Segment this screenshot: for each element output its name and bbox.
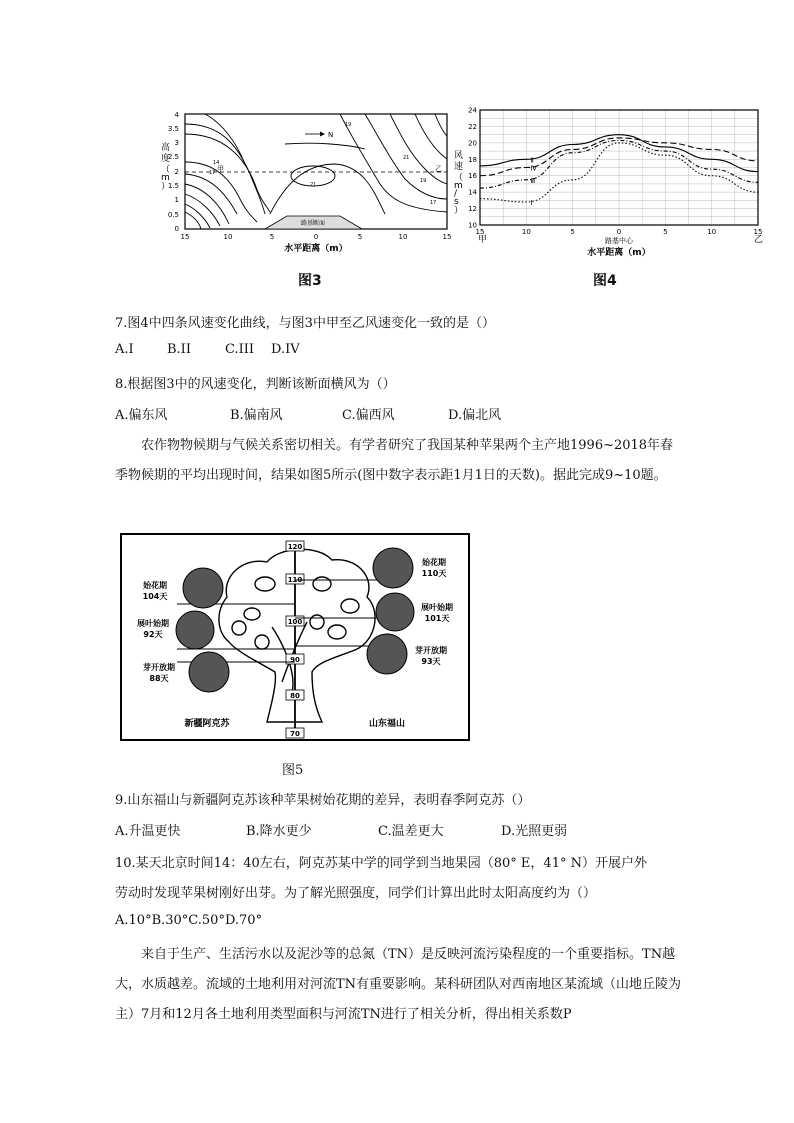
right-stage-days: 101天 [424,614,450,623]
fig4-xlabel: 水平距离（m） [587,248,651,258]
question-10-line1: 10.某天北京时间14：40左右，阿克苏某中学的同学到当地果园（80° E，41° N）开展户外 [115,856,647,871]
fig3-xtick: 15 [442,233,452,241]
fig3-ytick: 2.5 [167,153,179,161]
fig3-xtick: 5 [269,233,275,241]
fig4-ytick: 24 [468,106,477,115]
svg-text:70: 70 [290,730,300,738]
fig3-ytick: 4 [174,111,179,119]
q7-option-b[interactable]: B.II [167,342,191,357]
fig4-series-label: Ⅰ [530,199,533,207]
fig5-axis-tick-120 [286,541,304,551]
fig4-ylabel [454,150,463,216]
q7-option-c[interactable]: C.III [225,342,255,357]
fig4-xtick: 10 [521,228,531,236]
svg-text:110: 110 [287,576,303,584]
svg-text:120: 120 [287,543,303,551]
right-stage-name: 芽开放期 [415,646,447,655]
fig4-center-label: 路基中心 [605,237,633,245]
fig3-contour-label: 14 [213,160,220,166]
fig3-ytick: 0.5 [167,211,179,219]
fig3-ytick: 0 [174,225,179,233]
fig3-contour-label: 21 [403,155,410,161]
fig3-ytick: 1.5 [167,182,179,190]
fig3-embankment-label: 路基断面 [300,220,326,227]
leafing-photo-icon [376,593,414,631]
svg-text:）: ） [161,182,171,192]
q8-option-c[interactable]: C.偏西风 [342,408,395,423]
question-10-line2: 劳动时发现苹果树刚好出芽。为了解光照强度，同学们计算出此时太阳高度约为（） [115,886,597,901]
svg-text:风: 风 [454,151,464,161]
fig4-xtick: 15 [753,228,763,236]
fig4-label-yi: 乙 [754,235,764,245]
question-8-stem: 8.根据图3中的风速变化，判断该断面横风为（） [115,377,396,392]
svg-text:90: 90 [290,656,300,664]
fig3-xtick: 0 [313,233,319,241]
fig4-xtick: 5 [663,228,668,236]
budding-photo-icon [367,634,407,674]
fig3-xlabel: 水平距离（m） [284,244,348,254]
figure-5 [117,532,473,742]
fig3-contour-label: 21 [310,182,317,188]
budding-photo-icon [189,652,229,692]
left-stage-days: 92天 [143,630,163,639]
left-stage-name: 始花期 [143,581,167,590]
figure-5-caption: 图5 [282,763,304,778]
fig5-axis-tick-70 [286,728,304,738]
fig3-ytick: 1 [174,196,179,204]
q8-option-b[interactable]: B.偏南风 [230,408,283,423]
svg-text:度: 度 [161,154,171,164]
fig3-contour-label: 17 [209,170,216,176]
fig3-contour-label: 19 [420,178,427,184]
fig4-ytick: 14 [468,188,477,197]
passage-phenology: 农作物物候期与气候关系密切相关。有学者研究了我国某种苹果两个主产地1996~2018年春季物候期的平均出现时间，结果如图5所示(图中数字表示距1月1日的天数)。据此完成9~10题。 [115,438,674,483]
question-9-stem: 9.山东福山与新疆阿克苏该种苹果树始花期的差异，表明春季阿克苏（） [115,793,531,808]
svg-text:m: m [161,173,170,183]
fig3-ytick: 3.5 [167,125,179,133]
fig3-xtick: 5 [357,233,363,241]
fig3-north-label: N [328,131,334,139]
region-label-aksu: 新疆阿克苏 [184,719,230,729]
fig4-series-label: Ⅳ [530,164,537,173]
q7-option-d[interactable]: D.IV [271,342,300,357]
flowering-photo-icon [183,568,223,608]
fig4-ytick: 22 [468,122,477,131]
svg-text:高: 高 [161,143,171,153]
question-9-options [115,820,715,838]
question-8-options [115,404,715,422]
right-stage-days: 93天 [421,657,441,666]
svg-text:100: 100 [287,618,303,626]
fig4-ytick: 18 [468,155,477,164]
fig5-axis-tick-110 [286,574,304,584]
fig4-series-label: Ⅱ [530,156,534,165]
fig3-xtick: 15 [180,233,190,241]
fig3-ytick: 2 [174,168,179,176]
fig4-gridlines [480,110,758,225]
right-stage-name: 始花期 [422,558,446,567]
fig4-ytick: 10 [468,221,477,230]
left-stage-days: 104天 [142,592,168,601]
flowering-photo-icon [373,548,413,588]
fig4-ytick: 12 [468,205,477,214]
left-stage-name: 芽开放期 [143,663,175,672]
fig3-label-jia: 甲 [217,165,224,173]
fig3-xtick: 10 [223,233,233,241]
question-7-options [115,342,715,360]
figure-3-caption: 图3 [298,273,322,289]
q9-option-a[interactable]: A.升温更快 [115,824,181,839]
figure-3-frame [185,114,447,229]
fig4-xtick: 15 [475,228,485,236]
question-10-options[interactable]: A.10°B.30°C.50°D.70° [115,913,263,928]
fig3-contours [185,114,447,229]
svg-text:/: / [454,189,458,199]
figure-4 [452,100,772,258]
fig4-xtick: 5 [570,228,575,236]
right-stage-name: 展叶始期 [421,603,453,612]
q7-option-a[interactable]: A.I [115,342,134,357]
fig3-ytick: 3 [174,139,179,147]
svg-text:80: 80 [290,692,300,700]
region-label-fushan: 山东福山 [368,719,406,729]
fig4-xtick: 10 [707,228,717,236]
fig4-ytick: 16 [468,172,477,181]
fig4-label-jia: 甲 [478,235,488,245]
fig3-label-yi: 乙 [435,165,442,173]
fig4-xtick: 0 [616,228,622,236]
q9-option-b[interactable]: B.降水更少 [246,824,312,839]
svg-text:（: （ [161,165,171,175]
svg-text:（: （ [454,173,464,183]
fig4-ytick: 20 [468,139,477,148]
fig3-contour-label: 19 [345,122,352,128]
figure-3 [161,104,465,254]
fig4-series-label: Ⅲ [530,176,536,185]
passage-nitrogen: 来自于生产、生活污水以及泥沙等的总氮（TN）是反映河流污染程度的一个重要指标。TN越大，水质越差。流域的土地利用对河流TN有重要影响。某科研团队对西南地区某流域（山地丘陵为主）7月和12月各土地利用类型面积与河流TN进行了相关分析，得出相关系数P [115,947,682,1022]
left-stage-name: 展叶始期 [137,619,169,628]
leafing-photo-icon [176,611,214,649]
q8-option-d[interactable]: D.偏北风 [448,408,502,423]
fig5-axis-tick-80 [286,690,304,700]
left-stage-days: 88天 [149,674,169,683]
svg-text:m: m [454,181,463,191]
fig3-xtick: 10 [398,233,408,241]
q8-option-a[interactable]: A.偏东风 [115,408,168,423]
fig3-ylabel [161,141,170,192]
fig5-axis-tick-100 [286,616,304,626]
right-stage-days: 110天 [421,569,447,578]
svg-text:）: ） [454,206,464,216]
fig3-contour-label: 17 [430,200,437,206]
q9-option-c[interactable]: C.温差更大 [378,824,444,839]
north-arrow-head-icon [320,132,325,137]
svg-text:速: 速 [454,162,464,172]
fig5-axis-tick-90 [286,654,304,664]
figure-4-caption: 图4 [593,273,617,289]
q9-option-d[interactable]: D.光照更弱 [501,824,568,839]
question-7-stem: 7.图4中四条风速变化曲线，与图3中甲至乙风速变化一致的是（） [115,316,495,331]
svg-text:s: s [454,197,459,207]
